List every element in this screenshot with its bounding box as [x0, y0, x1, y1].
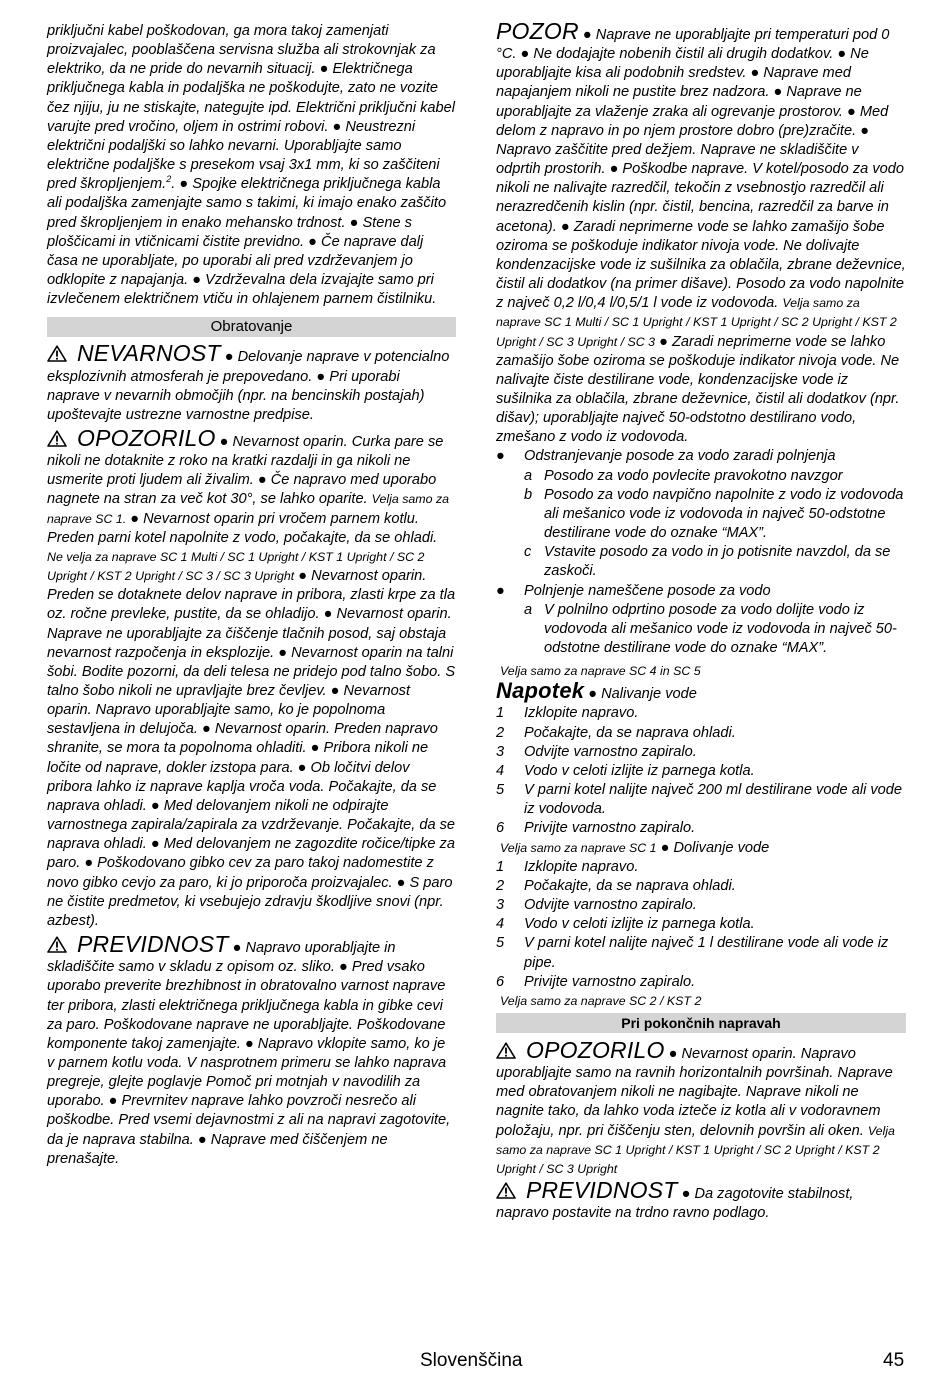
- step-item: 5 V parni kotel nalijte največ 1 l destilirane vode ali vode iz pipe.: [496, 935, 889, 971]
- refill-heading: Velja samo za naprave SC 1 ● Dolivanje vode: [496, 839, 906, 858]
- applies-note: Ne velja za naprave SC 1 Multi / SC 1 Upright / KST 1 Upright / SC 2 Upright / KST 2 Upright / SC 3 / SC 3 Upright: [47, 549, 425, 584]
- signal-word-caution: PREVIDNOST: [77, 931, 229, 958]
- upright-caution-notice: PREVIDNOST ● Da zagotovite stabilnost, napravo postavite na trdno ravno podlago.: [496, 1177, 854, 1222]
- steps-list-filling: [496, 704, 906, 838]
- step-item: 2 Počakajte, da se naprava ohladi.: [496, 877, 736, 894]
- signal-word-danger: NEVARNOST: [77, 340, 221, 367]
- intro-paragraph: priključni kabel poškodovan, ga mora takoj zamenjati proizvajalec, pooblaščena servisna služba ali strokovnjak za elektriko, da ne pride do nevarnih situacij. ● Električnega priključnega kabla in podaljška ne poškodujte, zato ne vozite čez njiju, ju ne stiskajte, nategujte ipd. Električni priključni kabel varujte pred vročino, oljem in ostrimi robovi. ● Neustrezni električni podaljški so lahko nevarni. Uporabljajte samo električne podaljške s presekom vsaj 3x1 mm, ki so zaščiteni pred škropljenjem.$^2$. ● Spojke električnega priključnega kabla ali podaljška zamenjajte samo s takimi, ki imajo enako zaščito pred škropljenjem in enako mehansko trdnost. ● Stene s ploščicami in vtičnicami čistite previdno. ● Če naprave dalj časa ne uporabljate, po uporabi ali pred vzdrževanjem jo odklopite z napajanja. ● Vzdrževalna dela izvajajte samo pri izvlečenem električnem vtiču in ohlajenem parnem čistilniku.: [47, 23, 456, 308]
- sub-item: b Posodo za vodo navpično napolnite z vodo iz vodovoda ali mešanico vode iz vodovoda in največ 50-odstotne destilirane vode do oznake “MAX”.: [524, 486, 904, 542]
- warning-triangle-icon: [47, 345, 69, 362]
- left-column: [47, 22, 456, 1169]
- applies-note: Velja samo za naprave SC 2 / KST 2: [500, 993, 702, 1008]
- signal-word-attention: POZOR: [496, 18, 579, 44]
- step-item: 2 Počakajte, da se naprava ohladi.: [496, 724, 736, 741]
- list-item: ● Odstranjevanje posode za vodo zaradi polnjenja: [496, 447, 906, 466]
- sub-item: a V polnilno odprtino posode za vodo dolijte vodo iz vodovoda ali mešanico vode iz vodovoda in največ 50-odstotne destilirane vode do oznake “MAX”.: [524, 601, 897, 656]
- attention-notice: POZOR ● Naprave ne uporabljajte pri temperaturi pod 0 °C. ● Ne dodajajte nobenih čistil ali drugih dodatkov. ● Ne uporabljajte kisa ali podobnih sredstev. ● Naprave med napajanjem nikoli ne pustite brez nadzora. ● Naprave ne uporabljajte za vlaženje zraka ali ogrevanje prostorov. ● Med delom z napravo in po njem prostore dobro (pre)zračite. ● Napravo zaščitite pred dežjem. Naprave ne skladiščite v odprtih prostorih. ● Poškodbe naprave. V kotel/posodo za vodo nikoli ne nalivajte razredčil, tekočin z vsebnostjo razredčil ali nerazredčenih kislin (npr. čistil, bencina, razredčil za barve in acetona). ● Zaradi neprimerne vode se lahko zamašijo šobe oziroma se poškoduje indikator nivoja vode. Ne dolivajte kondenzacijske vode iz sušilnika za oblačila, zbrane deževnice, čistil ali dodatkov (na primer dišave). Posodo za vodo napolnite z največ 0,2 l/0,4 l/0,5/1 l vode iz vodovoda. Velja samo za naprave SC 1 Multi / SC 1 Upright / KST 1 Upright / SC 2 Upright / KST 2 Upright / SC 3 Upright / SC 3 ● Zaradi neprimerne vode se lahko zamašijo šobe oziroma se poškoduje indikator nivoja vode. Ne nalivajte čiste destilirane vode, kondenzacijske vode iz sušilnika za oblačila, zbrane deževnice, čistil ali dodatkov (npr. dišav); uporabljajte največ 50-odstotno destilirano vodo, zmešano z vodo iz vodovoda.: [496, 18, 906, 446]
- warning-notice: OPOZORILO ● Nevarnost oparin. Curka pare se nikoli ne dotaknite z roko na kratki razdalji in ga nikoli ne usmerite proti ljudem ali živalim. ● Če napravo med uporabo nagnete na stran za več kot 30°, se lahko oparite. Velja samo za naprave SC 1. ● Nevarnost oparin pri vročem parnem kotlu. Preden parni kotel napolnite z vodo, počakajte, da se ohladi. Ne velja za naprave SC 1 Multi / SC 1 Upright / KST 1 Upright / SC 2 Upright / KST 2 Upright / SC 3 / SC 3 Upright ● Nevarnost oparin. Preden se dotaknete delov naprave in pribora, zlasti krpe za tla oz. ročne prevleke, pustite, da se ohladijo. ● Nevarnost oparin. Naprave ne uporabljajte za čiščenje tlačnih posod, saj obstaja nevarnost razpočenja in eksplozije. ● Nevarnost oparin na talni šobi. Bodite pozorni, da deli telesa ne pridejo pod talno šobo. S talno šobo nikoli ne upravljajte brez čevljev. ● Nevarnost oparin. Napravo uporabljajte samo, ko je popolnoma sestavljena in delujoča. ● Nevarnost oparin. Preden napravo shranite, se mora ta popolnoma ohladiti. ● Pribora nikoli ne ločite od naprave, dokler izstopa para. ● Ob ločitvi delov pribora lahko iz naprave kaplja vroča voda. Počakajte, da se naprava ohladi. ● Med delovanjem nikoli ne odpirajte varnostnega zapirala/zapirala za vzdrževanje. Počakajte, da se naprava ohladi. ● Med delovanjem ne zagozdite ročice/tipke za paro. ● Poškodovano gibko cev za paro takoj nadomestite z novo gibko cevjo za paro, ki jo priporoča proizvajalec. ● S paro ne čistite predmetov, ki vsebujejo zdravju škodljive snovi (npr. azbest).: [47, 424, 456, 929]
- applies-note: Velja samo za naprave SC 1: [500, 840, 657, 855]
- warning-triangle-icon: [496, 1182, 518, 1199]
- step-item: 1 Izklopite napravo.: [496, 858, 639, 875]
- page-number: 45: [883, 1350, 905, 1371]
- signal-word-note: Napotek: [496, 678, 585, 704]
- note-filling: Napotek ● Nalivanje vode: [496, 678, 697, 704]
- step-item: 4 Vodo v celoti izlijte iz parnega kotla.: [496, 916, 755, 933]
- footer-language: Slovenščina: [420, 1350, 523, 1371]
- sub-item: a Posodo za vodo povlecite pravokotno navzgor: [524, 467, 843, 484]
- footnote-mark: 2: [166, 174, 172, 185]
- step-item: 1 Izklopite napravo.: [496, 705, 639, 722]
- warning-triangle-icon: [47, 936, 69, 953]
- step-item: 5 V parni kotel nalijte največ 200 ml destilirane vode ali vode iz vodovoda.: [496, 782, 903, 818]
- step-item: 3 Odvijte varnostno zapiralo.: [496, 897, 697, 914]
- applies-note: Velja samo za naprave SC 1 Multi / SC 1 Upright / KST 1 Upright / SC 2 Upright / KST 2 Upright / SC 3 Upright / SC 3: [496, 296, 897, 349]
- signal-word-caution: PREVIDNOST: [526, 1177, 678, 1204]
- fill-instructions-list: [496, 447, 906, 658]
- signal-word-warning: OPOZORILO: [77, 424, 216, 451]
- step-item: 3 Odvijte varnostno zapiralo.: [496, 743, 697, 760]
- upright-warning-notice: OPOZORILO ● Nevarnost oparin. Napravo uporabljajte samo na ravnih horizontalnih površinah. Naprave med obratovanjem nikoli ne nagibajte. Naprave nikoli ne nagnite tako, da lahko voda izteče iz kotla ali v vodoravnem položaju, npr. pri čiščenju sten, delovnih površin ali oken. Velja samo za naprave SC 1 Upright / KST 1 Upright / SC 2 Upright / KST 2 Upright / SC 3 Upright: [496, 1036, 895, 1176]
- right-column: [496, 18, 906, 1223]
- applies-note: Velja samo za naprave SC 4 in SC 5: [500, 664, 701, 679]
- section-heading-upright: Pri pokončnih napravah: [496, 1013, 906, 1033]
- step-item: 6 Privijte varnostno zapiralo.: [496, 973, 696, 990]
- signal-word-warning: OPOZORILO: [526, 1036, 665, 1063]
- list-item: ● Polnjenje nameščene posode za vodo: [496, 582, 906, 601]
- step-item: 4 Vodo v celoti izlijte iz parnega kotla.: [496, 762, 755, 779]
- steps-list-refilling: [496, 858, 906, 992]
- warning-triangle-icon: [496, 1042, 518, 1059]
- sub-item: c Vstavite posodo za vodo in jo potisnite navzdol, da se zaskoči.: [524, 544, 891, 580]
- danger-notice: NEVARNOST ● Delovanje naprave v potencialno eksplozivnih atmosferah je prepovedano. ● Pri uporabi naprave v nevarnih območjih (npr. na bencinskih postajah) upoštevajte ustrezne varnostne predpise.: [47, 340, 450, 423]
- applies-note: Velja samo za naprave SC 1 Upright / KST 1 Upright / SC 2 Upright / KST 2 Upright / SC 3 Upright: [496, 1123, 895, 1176]
- bullet-icon: ●: [496, 448, 505, 465]
- applies-note: Velja samo za naprave SC 1.: [47, 492, 450, 526]
- section-heading-operation: Obratovanje: [47, 317, 456, 337]
- step-item: 6 Privijte varnostno zapiralo.: [496, 820, 696, 837]
- caution-notice: PREVIDNOST ● Napravo uporabljajte in skladiščite samo v skladu z opisom oz. sliko. ● Pred vsako uporabo preverite brezhibnost in obratovalno varnost naprave ter pribora, zlasti električnega priključnega kabla in gibke cevi za paro. Poškodovane naprave ne uporabljajte. Poškodovane komponente takoj zamenjajte. ● Napravo vklopite samo, ko je v parnem kotlu voda. V nasprotnem primeru se lahko naprava pregreje, glejte poglavje Pomoč pri motnjah v navodilih za uporabo. ● Prevrnitev naprave lahko povzroči nesrečo ali poškodbe. Pred vsemi dejavnostmi z ali na napravi zagotovite, da je naprava stabilna. ● Naprave med čiščenjem ne prenašajte.: [47, 931, 451, 1167]
- bullet-icon: ●: [496, 582, 505, 599]
- warning-triangle-icon: [47, 430, 69, 447]
